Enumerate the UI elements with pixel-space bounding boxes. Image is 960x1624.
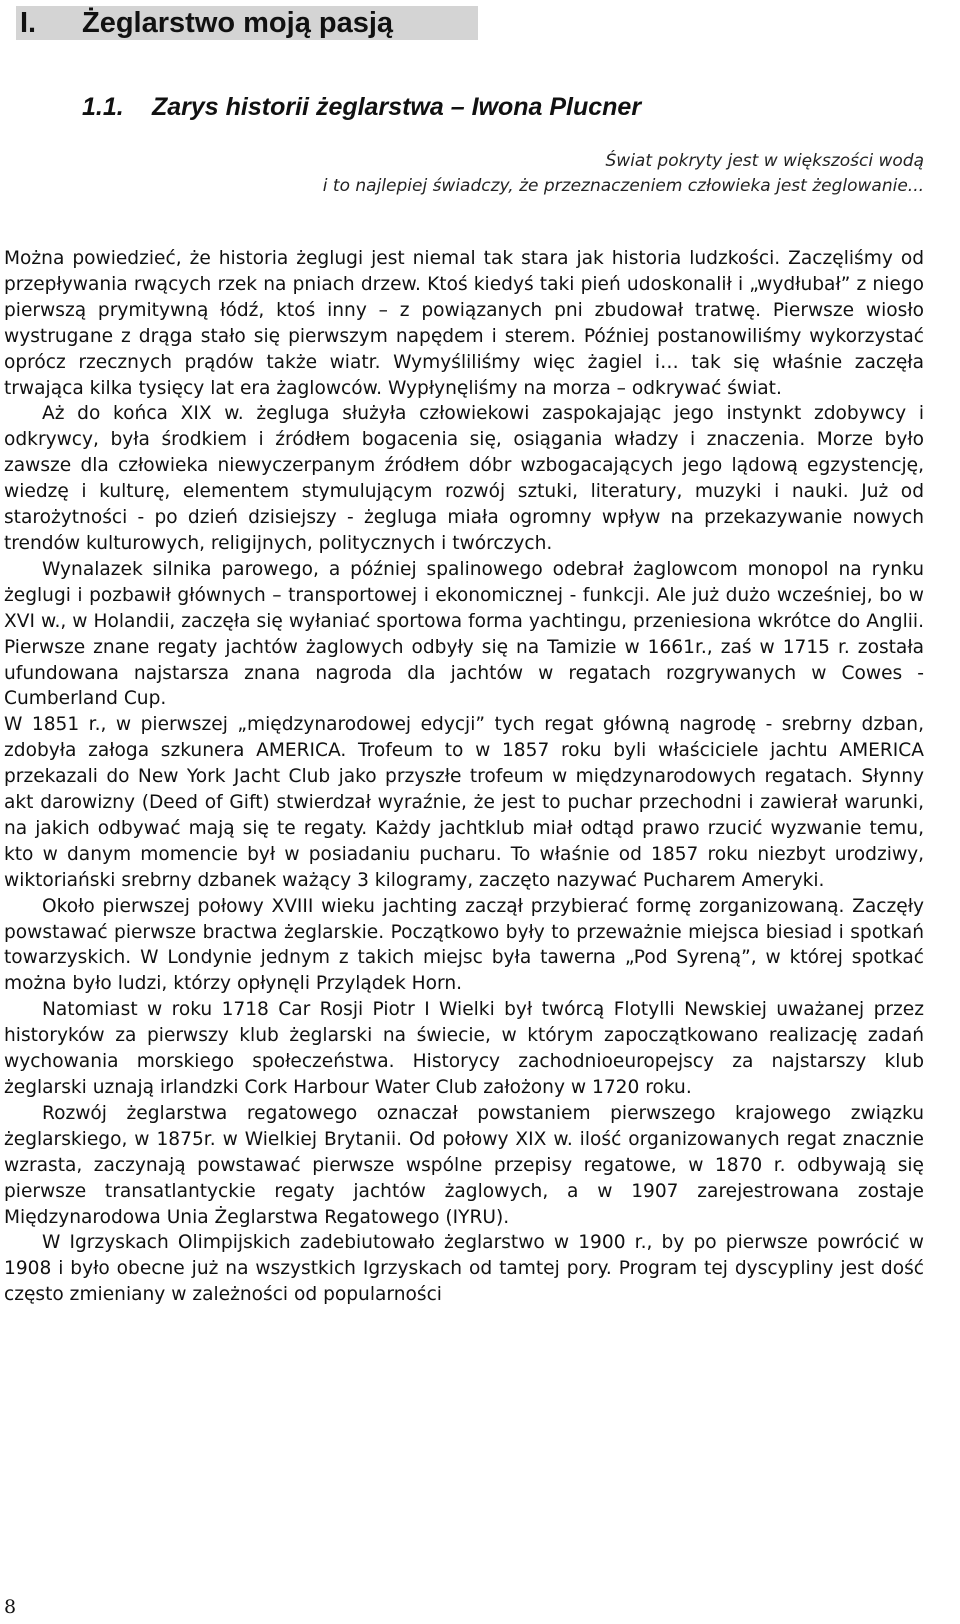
- paragraph: Można powiedzieć, że historia żeglugi jest niemal tak stara jak historia ludzkości. Zaczęliśmy od przepływania rwących rzek na pniach drzew. Ktoś kiedyś taki pień udoskonalił i „wydłubał” z niego pierwszą prymitywną łódź, ktoś inny – z powiązanych pni zbudował tratwę. Pierwsze wiosło wystrugane z drąga stało się pierwszym napędem i sterem. Później postanowiliśmy wykorzystać oprócz rzecznych prądów także wiatr. Wymyśliliśmy więc żagiel i… tak się właśnie zaczęła trwająca kilka tysięcy lat era żaglowców. Wypłynęliśmy na morza – odkrywać świat.: [4, 248, 924, 399]
- epigraph-line: i to najlepiej świadczy, że przeznaczeniem człowieka jest żeglowanie...: [322, 176, 924, 196]
- section-number: 1.1.: [82, 93, 124, 121]
- paragraph: Rozwój żeglarstwa regatowego oznaczał powstaniem pierwszego krajowego związku żeglarskiego, w 1875r. w Wielkiej Brytanii. Od połowy XIX w. ilość organizowanych regat znacznie wzrasta, zaczynają powstawać pierwsze wspólne przepisy regatowe, w 1870 r. odbywają się pierwsze transatlantyckie regaty jachtów żaglowych, a w 1907 zarejestrowana zostaje Międzynarodowa Unia Żeglarstwa Regatowego (IYRU).: [4, 1102, 924, 1228]
- section-heading: [82, 91, 641, 123]
- epigraph-line: Świat pokryty jest w większości wodą: [605, 151, 924, 171]
- chapter-number: I.: [20, 7, 37, 39]
- chapter-title: Żeglarstwo moją pasją: [82, 7, 394, 39]
- paragraph: Wynalazek silnika parowego, a później spalinowego odebrał żaglowcom monopol na rynku żeglugi i pozbawił głównych – transportowej i ekonomicznej - funkcji. Ale już dużo wcześniej, bo w XVI w., w Holandii, zaczęła się wyłaniać sportowa forma yachtingu, przeniesiona wkrótce do Anglii. Pierwsze znane regaty jachtów żaglowych odbyły się na Tamizie w 1661r., zaś w 1715 r. została ufundowana najstarsza znana nagroda dla jachtów w regatach rozgrywanych w Cowes - Cumberland Cup.: [4, 558, 924, 710]
- paragraph: W 1851 r., w pierwszej „międzynarodowej edycji” tych regat główną nagrodę - srebrny dzban, zdobyła załoga szkunera AMERICA. Trofeum to w 1857 roku byli właściciele jachtu AMERICA przekazali do New York Jacht Club jako przyszłe trofeum w międzynarodowych regatach. Słynny akt darowizny (Deed of Gift) stwierdzał wyraźnie, że jest to puchar przechodni i zawierał warunki, na jakich odbywać mają się te regaty. Każdy jachtklub miał odtąd prawo rzucić wyzwanie temu, kto w danym momencie był w posiadaniu pucharu. To właśnie od 1857 roku niezbyt urodziwy, wiktoriański srebrny dzbanek ważący 3 kilogramy, zaczęto nazywać Pucharem Ameryki.: [4, 714, 924, 891]
- page-number: 8: [4, 1596, 17, 1618]
- paragraph: W Igrzyskach Olimpijskich zadebiutowało żeglarstwo w 1900 r., by po pierwsze powrócić w 1908 i było obecne już na wszystkich Igrzyskach od tamtej pory. Program tej dyscypliny jest dość często zmieniany w zależności od popularności: [4, 1232, 924, 1306]
- paragraph: Aż do końca XIX w. żegluga służyła człowiekowi zaspokajając jego instynkt zdobywcy i odkrywcy, była środkiem i źródłem bogacenia się, osiągania władzy i znaczenia. Morze było zawsze dla człowieka niewyczerpanym źródłem dóbr wzbogacających jego lądową egzystencję, wiedzę i kulturę, elementem stymulującym rozwój sztuki, literatury, muzyki i nauki. Już od starożytności - po dzień dzisiejszy - żegluga miała ogromny wpływ na przekazywanie nowych trendów kulturowych, religijnych, politycznych i twórczych.: [4, 403, 924, 554]
- chapter-heading: [16, 6, 478, 40]
- article-body: [4, 246, 924, 1308]
- epigraph: [323, 149, 924, 199]
- paragraph: Natomiast w roku 1718 Car Rosji Piotr I Wielki był twórcą Flotylli Newskiej uważanej przez historyków za pierwszy klub żeglarski na świecie, w którym zapoczątkowano realizację zadań wychowania morskiego społeczeństwa. Historycy zachodnioeuropejscy za najstarszy klub żeglarski uznają irlandzki Cork Harbour Water Club założony w 1720 roku.: [4, 999, 924, 1098]
- paragraph: Około pierwszej połowy XVIII wieku jachting zaczął przybierać formę zorganizowaną. Zaczęły powstawać pierwsze bractwa żeglarskie. Początkowo były to przeważnie miejsca biesiad i spotkań towarzyskich. W Londynie jednym z takich miejsc była tawerna „Pod Syreną”, w której spotkać można było ludzi, którzy opłynęli Przylądek Horn.: [4, 895, 924, 995]
- section-title: Zarys historii żeglarstwa – Iwona Plucner: [152, 93, 642, 121]
